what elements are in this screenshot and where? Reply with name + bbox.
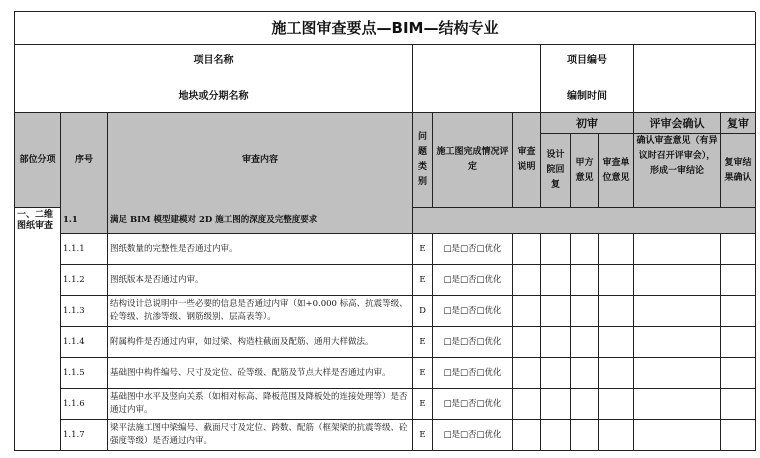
row-seq: 1.1.4: [61, 327, 108, 358]
row-seq: 1.1.3: [61, 296, 108, 327]
row-note[interactable]: [513, 265, 541, 296]
header-content: 审查内容: [108, 113, 413, 208]
row-reviewer-opinion[interactable]: [599, 389, 634, 420]
row-recheck-confirm[interactable]: [721, 234, 756, 265]
group-fill: [413, 208, 756, 234]
project-number-cell: [541, 45, 634, 113]
group-seq: 1.1: [61, 208, 108, 234]
header-owner-opinion: 甲方意见: [571, 134, 599, 208]
row-note[interactable]: [513, 327, 541, 358]
row-reviewer-opinion[interactable]: [599, 327, 634, 358]
row-content: 图纸版本是否通过内审。: [108, 265, 413, 296]
project-name-cell[interactable]: [15, 45, 413, 113]
header-seq: 序号: [61, 113, 108, 208]
row-note[interactable]: [513, 420, 541, 451]
plot-name-label: 地块或分期名称: [178, 90, 249, 102]
row-category: D: [413, 296, 433, 327]
row-reviewer-opinion[interactable]: [599, 234, 634, 265]
header-category: 问题类别: [413, 113, 433, 208]
row-owner-opinion[interactable]: [571, 358, 599, 389]
row-completion[interactable]: □是□否□优化: [433, 265, 513, 296]
row-content: 图纸数量的完整性是否通过内审。: [108, 234, 413, 265]
row-content: 结构设计总说明中一些必要的信息是否通过内审（如+0.000 标高、抗震等级、砼等级、抗渗等级、钢筋级别、层高表等）。: [108, 296, 413, 327]
row-recheck-confirm[interactable]: [721, 389, 756, 420]
project-name-label: 项目名称: [193, 54, 234, 66]
row-note[interactable]: [513, 389, 541, 420]
row-recheck-confirm[interactable]: [721, 265, 756, 296]
row-owner-opinion[interactable]: [571, 420, 599, 451]
section-name: 一、二维图纸审查: [15, 208, 61, 451]
header-note: 审查说明: [513, 113, 541, 208]
row-owner-opinion[interactable]: [571, 389, 599, 420]
row-committee-opinion[interactable]: [634, 389, 721, 420]
row-category: E: [413, 420, 433, 451]
row-design-reply[interactable]: [541, 234, 571, 265]
row-content: 附属构件是否通过内审，如过梁、构造柱截面及配筋、通用大样做法。: [108, 327, 413, 358]
row-design-reply[interactable]: [541, 265, 571, 296]
date-label: 编制时间: [567, 90, 607, 102]
row-recheck-confirm[interactable]: [721, 420, 756, 451]
row-seq: 1.1.1: [61, 234, 108, 265]
header-reviewer-opinion: 审查单位意见: [599, 134, 634, 208]
row-note[interactable]: [513, 234, 541, 265]
header-committee: 评审会确认: [634, 113, 721, 134]
row-committee-opinion[interactable]: [634, 327, 721, 358]
row-completion[interactable]: □是□否□优化: [433, 420, 513, 451]
header-recheck: 复审: [721, 113, 756, 134]
row-category: E: [413, 265, 433, 296]
row-recheck-confirm[interactable]: [721, 327, 756, 358]
row-committee-opinion[interactable]: [634, 296, 721, 327]
row-seq: 1.1.7: [61, 420, 108, 451]
header-section: 部位分项: [15, 113, 61, 208]
header-recheck-confirm: 复审结果确认: [721, 134, 756, 208]
row-design-reply[interactable]: [541, 296, 571, 327]
row-owner-opinion[interactable]: [571, 234, 599, 265]
project-name-value[interactable]: [413, 45, 541, 113]
project-number-label: 项目编号: [567, 54, 607, 66]
row-category: E: [413, 234, 433, 265]
header-design-reply: 设计院回复: [541, 134, 571, 208]
row-reviewer-opinion[interactable]: [599, 358, 634, 389]
row-completion[interactable]: □是□否□优化: [433, 296, 513, 327]
row-design-reply[interactable]: [541, 389, 571, 420]
row-seq: 1.1.2: [61, 265, 108, 296]
row-committee-opinion[interactable]: [634, 358, 721, 389]
row-reviewer-opinion[interactable]: [599, 420, 634, 451]
row-reviewer-opinion[interactable]: [599, 265, 634, 296]
row-completion[interactable]: □是□否□优化: [433, 234, 513, 265]
row-content: 基础图中水平及竖向关系（如相对标高、降板范围及降板处的连接处理等）是否通过内审。: [108, 389, 413, 420]
row-recheck-confirm[interactable]: [721, 296, 756, 327]
review-table: [14, 11, 755, 451]
row-category: E: [413, 327, 433, 358]
row-reviewer-opinion[interactable]: [599, 296, 634, 327]
row-committee-opinion[interactable]: [634, 234, 721, 265]
row-design-reply[interactable]: [541, 327, 571, 358]
header-initial: 初审: [541, 113, 634, 134]
document-title: 施工图审查要点—BIM—结构专业: [15, 12, 756, 45]
row-note[interactable]: [513, 296, 541, 327]
group-content: 满足 BIM 模型建模对 2D 施工图的深度及完整度要求: [108, 208, 413, 234]
row-committee-opinion[interactable]: [634, 265, 721, 296]
row-completion[interactable]: □是□否□优化: [433, 327, 513, 358]
row-committee-opinion[interactable]: [634, 420, 721, 451]
row-content: 梁平法施工图中梁编号、截面尺寸及定位、跨数、配筋（框架梁的抗震等级、砼强度等级）是否通过内审。: [108, 420, 413, 451]
row-note[interactable]: [513, 358, 541, 389]
row-owner-opinion[interactable]: [571, 265, 599, 296]
row-recheck-confirm[interactable]: [721, 358, 756, 389]
header-completion: 施工图完成情况评定: [433, 113, 513, 208]
row-design-reply[interactable]: [541, 358, 571, 389]
header-committee-opinion: 确认审查意见（有异议时召开评审会），形成一审结论: [634, 134, 721, 208]
project-number-value[interactable]: [634, 45, 756, 113]
row-owner-opinion[interactable]: [571, 327, 599, 358]
row-completion[interactable]: □是□否□优化: [433, 358, 513, 389]
row-design-reply[interactable]: [541, 420, 571, 451]
row-content: 基础图中构件编号、尺寸及定位、砼等级、配筋及节点大样是否通过内审。: [108, 358, 413, 389]
row-seq: 1.1.6: [61, 389, 108, 420]
row-completion[interactable]: □是□否□优化: [433, 389, 513, 420]
row-owner-opinion[interactable]: [571, 296, 599, 327]
row-category: E: [413, 389, 433, 420]
row-category: E: [413, 358, 433, 389]
row-seq: 1.1.5: [61, 358, 108, 389]
